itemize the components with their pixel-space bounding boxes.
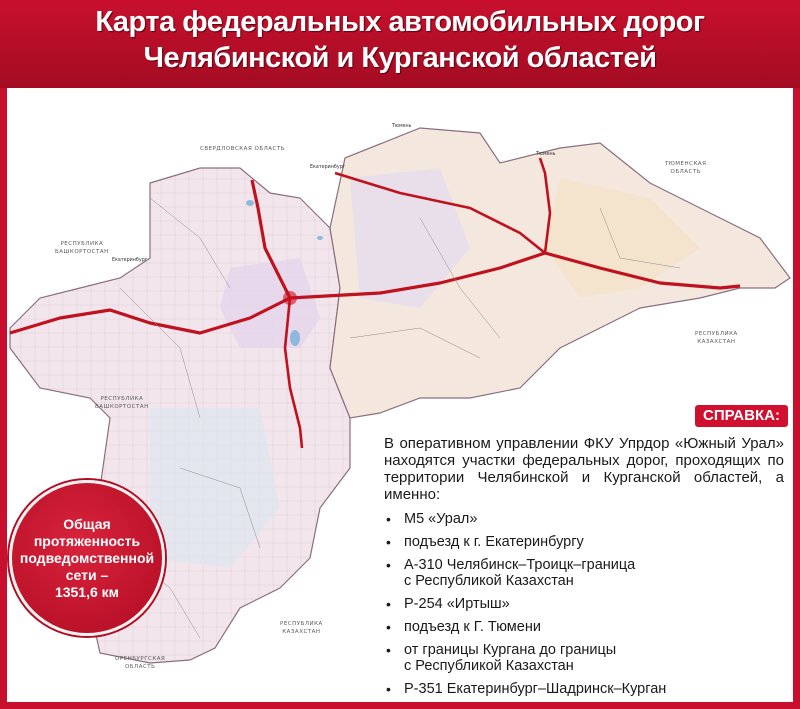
header-banner <box>0 0 800 88</box>
road-list-item-text: от границы Кургана до границы с Республикой Казахстан <box>404 642 617 674</box>
total-length-text: Общая протяженность подведомственной сети – 1351,6 км <box>19 515 155 600</box>
road-list-item <box>384 642 784 674</box>
bullet-icon: • <box>386 557 391 573</box>
road-list-item <box>384 557 784 589</box>
road-list-item-text: М5 «Урал» <box>404 511 478 527</box>
road-list <box>384 511 784 697</box>
road-list-item <box>384 534 784 550</box>
region-label-bashkortostan-north: РЕСПУБЛИКА БАШКОРТОСТАН <box>55 241 109 255</box>
city-label-tyumen: Тюмень <box>536 152 556 157</box>
city-label-ekaterinburg-west: Екатеринбург <box>112 258 148 263</box>
region-label-kazakhstan-south: РЕСПУБЛИКА КАЗАХСТАН <box>280 621 323 635</box>
road-list-item-text: А-310 Челябинск–Троицк–граница с Республикой Казахстан <box>404 557 636 589</box>
region-label-bashkortostan-south: РЕСПУБЛИКА БАШКОРТОСТАН <box>95 396 149 410</box>
city-label-tyumen-north: Тюмень <box>392 124 412 129</box>
region-label-tyumen: ТЮМЕНСКАЯ ОБЛАСТЬ <box>665 161 707 175</box>
road-list-item <box>384 619 784 635</box>
road-list-item-text: Р-254 «Иртыш» <box>404 596 510 612</box>
bullet-icon: • <box>386 511 391 527</box>
reference-info <box>384 435 784 704</box>
bullet-icon: • <box>386 681 391 697</box>
road-list-item-text: Р-351 Екатеринбург–Шадринск–Курган <box>404 681 667 697</box>
page-title: Карта федеральных автомобильных дорог Челябинской и Курганской областей <box>95 6 705 74</box>
bullet-icon: • <box>386 619 391 635</box>
bullet-icon: • <box>386 534 391 550</box>
road-list-item <box>384 511 784 527</box>
road-list-item <box>384 681 784 697</box>
road-list-item <box>384 596 784 612</box>
bullet-icon: • <box>386 596 391 612</box>
city-label-ekaterinburg: Екатеринбург <box>310 165 346 170</box>
reference-badge: СПРАВКА: <box>695 405 788 427</box>
region-label-kazakhstan-east: РЕСПУБЛИКА КАЗАХСТАН <box>695 331 738 345</box>
region-label-orenburg: ОРЕНБУРГСКАЯ ОБЛАСТЬ <box>115 656 166 670</box>
total-length-badge <box>9 480 165 636</box>
road-list-item-text: подъезд к Г. Тюмени <box>404 619 541 635</box>
bullet-icon: • <box>386 642 391 658</box>
road-list-item-text: подъезд к г. Екатеринбургу <box>404 534 584 550</box>
region-label-sverdlovsk: СВЕРДЛОВСКАЯ ОБЛАСТЬ <box>200 146 285 152</box>
reference-intro: В оперативном управлении ФКУ Упрдор «Южный Урал» находятся участки федеральных дорог, проходящих по территории Челябинской и Курганской областей, а именно: <box>384 435 784 503</box>
